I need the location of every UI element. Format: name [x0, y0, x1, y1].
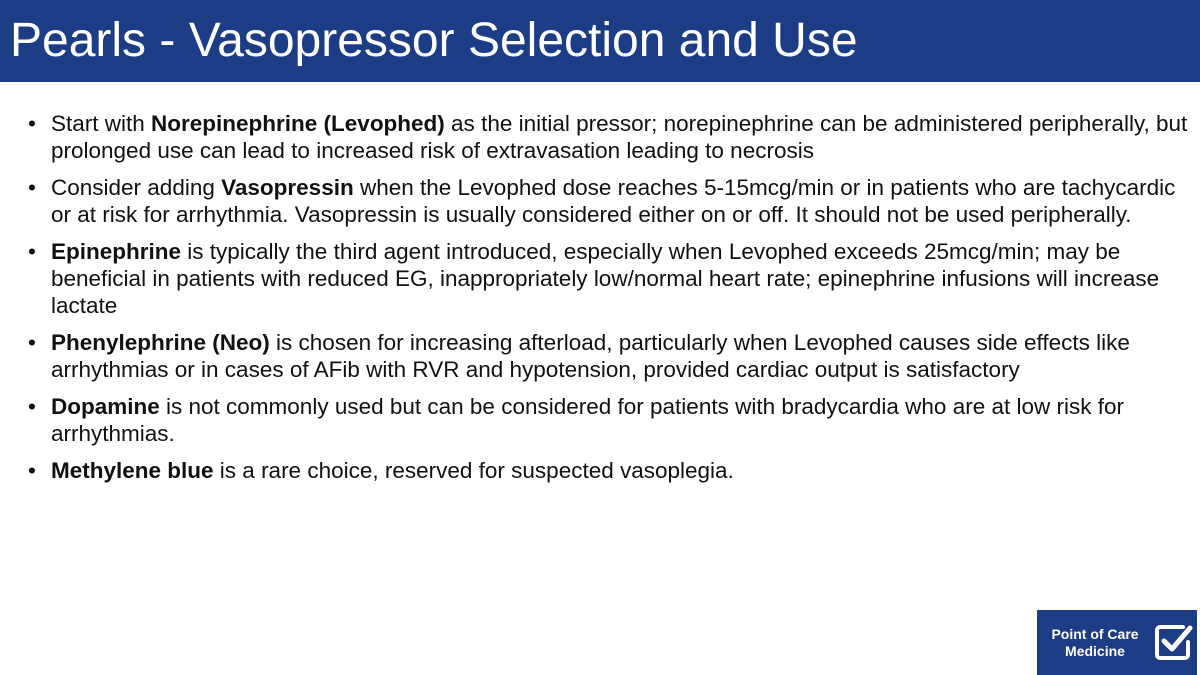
bullet-marker: • [28, 239, 36, 264]
logo-text [1045, 626, 1145, 660]
bullet-drug-name: Vasopressin [221, 175, 354, 200]
bullet-text-pre: Start with [51, 111, 152, 136]
bullet-item [28, 457, 1188, 484]
bullet-marker: • [28, 458, 36, 483]
checkbox-check-icon [1153, 622, 1193, 662]
bullet-marker: • [28, 330, 36, 355]
bullet-text-post: is typically the third agent introduced, especially when Levophed exceeds 25mcg/min; may be beneficial in patients with reduced EG, inappropriately low/normal heart rate; epinephrine infusions will increase lactate [51, 239, 1160, 318]
bullet-text-post: as the initial pressor; norepinephrine can be administered peripherally, but prolonged use can lead to increased risk of extravasation leading to necrosis [51, 111, 1188, 163]
bullet-marker: • [28, 175, 36, 200]
bullet-text-post: is not commonly used but can be considered for patients with bradycardia who are at low risk for arrhythmias. [51, 394, 1124, 446]
bullet-drug-name: Dopamine [51, 394, 160, 419]
bullet-drug-name: Phenylephrine (Neo) [51, 330, 270, 355]
slide-title: Pearls - Vasopressor Selection and Use [10, 14, 858, 67]
title-bar [0, 0, 1200, 82]
bullet-item [28, 238, 1188, 319]
bullet-list [28, 110, 1188, 494]
logo-line-2: Medicine [1065, 642, 1125, 659]
point-of-care-logo [1037, 610, 1197, 675]
bullet-drug-name: Epinephrine [51, 239, 182, 264]
bullet-item [28, 393, 1188, 447]
bullet-marker: • [28, 394, 36, 419]
bullet-drug-name: Methylene blue [51, 458, 214, 483]
bullet-marker: • [28, 111, 36, 136]
bullet-drug-name: Norepinephrine (Levophed) [151, 111, 445, 136]
bullet-text-post: is a rare choice, reserved for suspected vasoplegia. [213, 458, 734, 483]
bullet-text-pre: Consider adding [51, 175, 222, 200]
bullet-item [28, 174, 1188, 228]
bullet-item [28, 110, 1188, 164]
logo-line-1: Point of Care [1051, 625, 1139, 642]
bullet-item [28, 329, 1188, 383]
bullet-text-post: is chosen for increasing afterload, particularly when Levophed causes side effects like arrhythmias or in cases of AFib with RVR and hypotension, provided cardiac output is satisfactory [51, 330, 1130, 382]
bullet-text-post: when the Levophed dose reaches 5-15mcg/min or in patients who are tachycardic or at risk for arrhythmia. Vasopressin is usually considered either on or off. It should not be used peripherally. [51, 175, 1176, 227]
